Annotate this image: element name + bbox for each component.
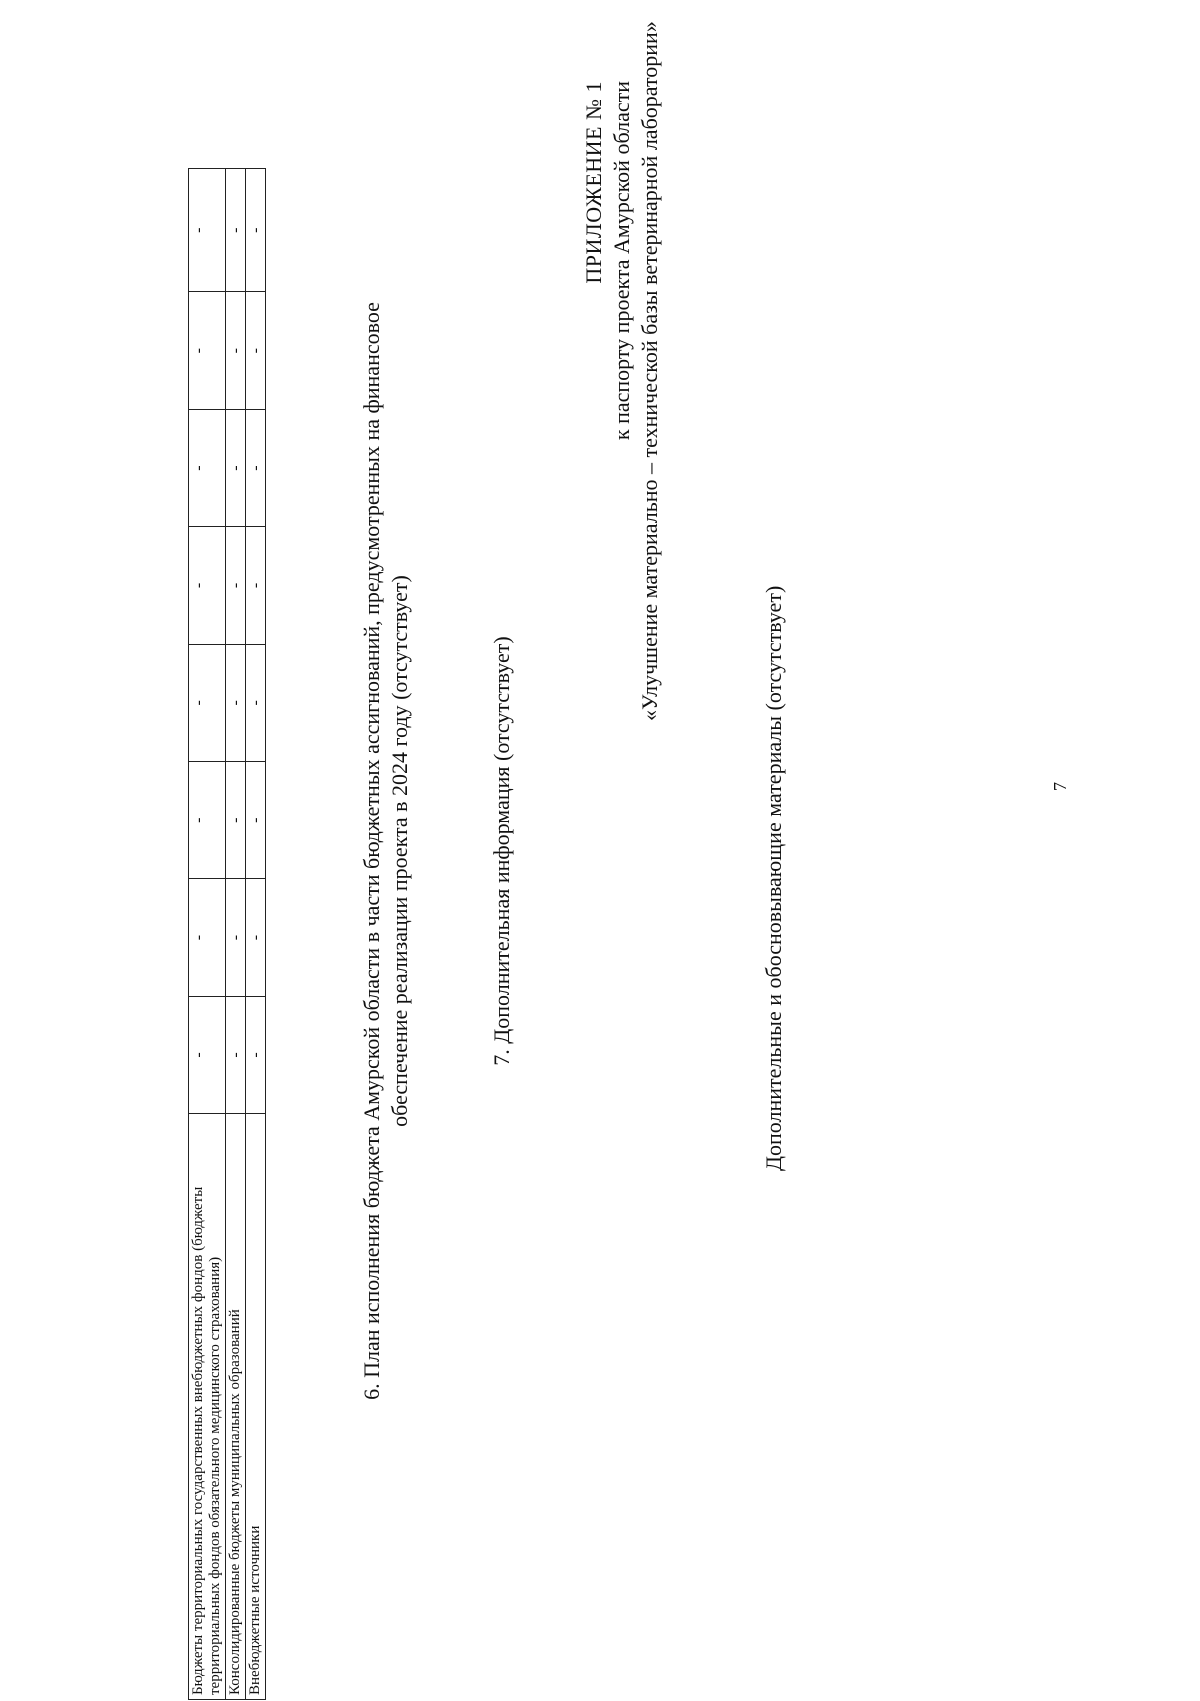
table-cell: -: [226, 996, 246, 1113]
table-cell: -: [189, 996, 226, 1113]
appendix-header: [580, 21, 664, 721]
table-cell: -: [246, 169, 266, 293]
appendix-title: ПРИЛОЖЕНИЕ № 1: [581, 81, 606, 284]
table-cell: -: [226, 527, 246, 644]
row-label: Бюджеты территориальных государственных внебюджетных фондов (бюджеты территориальных фондов обязательного медицинского страхования): [189, 1114, 226, 1700]
table-cell: -: [189, 644, 226, 761]
section-7-heading: 7. Дополнительная информация (отсутствует): [489, 636, 514, 1066]
table-cell: -: [246, 996, 266, 1113]
supporting-materials-note: Дополнительные и обосновывающие материалы (отсутствует): [761, 585, 786, 1171]
table-row: [226, 169, 246, 1700]
section-6-heading: [358, 1, 414, 1701]
table-cell: -: [226, 409, 246, 526]
appendix-subtitle-line-1: к паспорту проекта Амурской области: [609, 81, 634, 441]
table-cell: -: [226, 169, 246, 293]
budget-table: [188, 168, 266, 1700]
page-number: 7: [1050, 782, 1070, 791]
table-cell: -: [246, 879, 266, 996]
table-cell: -: [189, 409, 226, 526]
table-cell: -: [226, 644, 246, 761]
table-row: [246, 169, 266, 1700]
section-6-line-2: обеспечение реализации проекта в 2024 году (отсутствует): [387, 575, 412, 1127]
table-cell: -: [246, 409, 266, 526]
section-6-line-1: 6. План исполнения бюджета Амурской области в части бюджетных ассигнований, предусмотренных на финансовое: [359, 302, 384, 1400]
table-cell: -: [226, 879, 246, 996]
table-cell: -: [189, 879, 226, 996]
row-label: Внебюджетные источники: [246, 1114, 266, 1700]
table-cell: -: [226, 292, 246, 409]
table-cell: -: [226, 762, 246, 879]
row-label: Консолидированные бюджеты муниципальных образований: [226, 1114, 246, 1700]
table-cell: -: [189, 527, 226, 644]
table-cell: -: [246, 644, 266, 761]
table-cell: -: [189, 762, 226, 879]
table-cell: -: [189, 169, 226, 293]
table-cell: -: [246, 527, 266, 644]
table-cell: -: [246, 762, 266, 879]
table-row: [189, 169, 226, 1700]
appendix-subtitle-line-2: «Улучшение материально – технической базы ветеринарной лаборатории»: [637, 21, 662, 721]
table-cell: -: [246, 292, 266, 409]
table-cell: -: [189, 292, 226, 409]
